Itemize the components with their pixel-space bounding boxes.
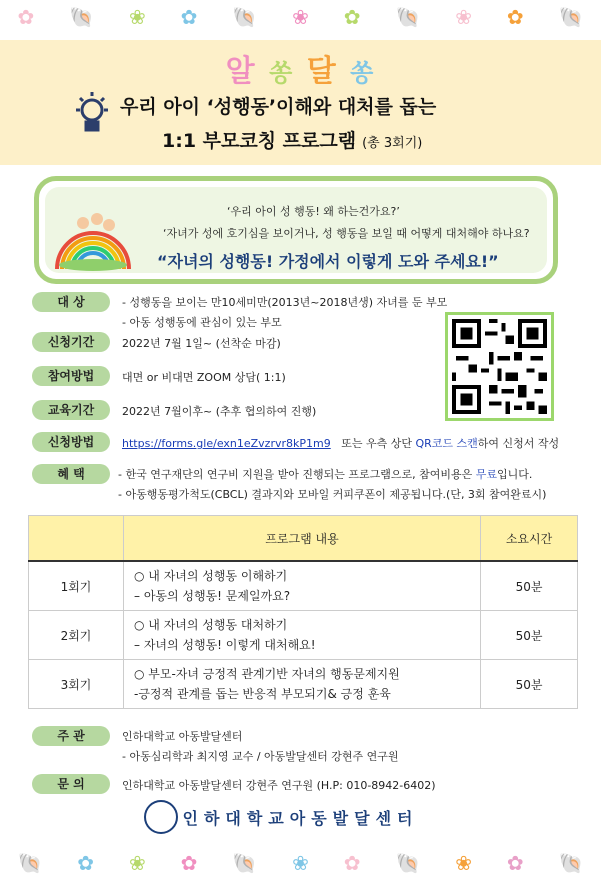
contact: 인하대학교 아동발달센터 강현주 연구원 (H.P: 010-8942-6402) (122, 779, 436, 792)
intro-card (34, 176, 558, 284)
question-2: ‘자녀가 성에 호기심을 보이거나, 성 행동을 보일 때 어떻게 대처해야 하나요? (163, 227, 530, 240)
title-line-1: 우리 아이 ‘성행동’이해와 대처를 돕는 (120, 96, 437, 118)
title-banner (0, 40, 601, 165)
apply-period: 2022년 7월 1일~ (선착순 마감) (122, 337, 281, 350)
benefit-line-2: - 아동행동평가척도(CBCL) 결과지와 모바일 커피쿠폰이 제공됩니다.(단, 3회 참여완료시) (118, 488, 547, 501)
headline: “자녀의 성행동! 가정에서 이렇게 도와 주세요!” (157, 252, 499, 271)
contact-label: 문 의 (32, 774, 110, 794)
table-row: 2회기 ○ 내 자녀의 성행동 대처하기 – 자녀의 성행동! 이렇게 대처해요! 50분 (29, 611, 578, 660)
method-label: 참여방법 (32, 366, 110, 386)
target-line-2: - 아동 성행동에 관심이 있는 부모 (122, 316, 282, 329)
edu-period-label: 교육기간 (32, 400, 110, 420)
apply-method: https://forms.gle/exn1eZvzrvr8kP1m9 또는 우측 상단 QR코드 스캔하여 신청서 작성 (122, 437, 560, 450)
benefit-line-1: - 한국 연구재단의 연구비 지원을 받아 진행되는 프로그램으로, 참여비용은 무료입니다. (118, 468, 533, 481)
table-row: 1회기 ○ 내 자녀의 성행동 이해하기 – 아동의 성행동! 문제일까요? 50분 (29, 561, 578, 611)
target-line-1: - 성행동을 보이는 만10세미만(2013년~2018년생) 자녀를 둔 부모 (122, 296, 448, 309)
program-table (28, 515, 578, 709)
benefit-label: 혜 택 (32, 464, 110, 484)
apply-form-link[interactable]: https://forms.gle/exn1eZvzrvr8kP1m9 (122, 437, 331, 450)
host-line-1: 인하대학교 아동발달센터 (122, 730, 243, 743)
target-label: 대 상 (32, 292, 110, 312)
bottom-decoration: 🐚 ✿ ❀ ✿ 🐚 ❀ ✿ 🐚 ❀ ✿ 🐚 (17, 851, 584, 875)
host-label: 주 관 (32, 726, 110, 746)
qr-code[interactable] (445, 312, 554, 421)
method: 대면 or 비대면 ZOOM 상담( 1:1) (122, 371, 286, 384)
program-nickname: 알 쏭 달 쏭 (225, 54, 376, 89)
lightbulb-icon (72, 90, 112, 136)
org-name: 인하대학교아동발달센터 (182, 809, 419, 828)
apply-period-label: 신청기간 (32, 332, 110, 352)
title-line-2: 1:1 부모코칭 프로그램 (총 3회기) (162, 130, 423, 152)
edu-period: 2022년 7월이후~ (추후 협의하여 진행) (122, 405, 317, 418)
host-line-2: - 아동심리학과 최지영 교수 / 아동발달센터 강현주 연구원 (122, 750, 399, 763)
table-header-time: 소요시간 (481, 516, 578, 562)
top-decoration: ✿ 🐚 ❀ ✿ 🐚 ❀ ✿ 🐚 ❀ ✿ 🐚 (17, 5, 584, 29)
rainbow-illustration (53, 201, 133, 271)
table-row: 3회기 ○ 부모-자녀 긍정적 관계기반 자녀의 행동문제지원 -긍정적 관계를 돕는 반응적 부모되기& 긍정 훈육 50분 (29, 660, 578, 709)
apply-method-label: 신청방법 (32, 432, 110, 452)
table-header-session (29, 516, 124, 562)
table-header-content: 프로그램 내용 (124, 516, 481, 562)
question-1: ‘우리 아이 성 행동! 왜 하는건가요?’ (227, 205, 400, 218)
